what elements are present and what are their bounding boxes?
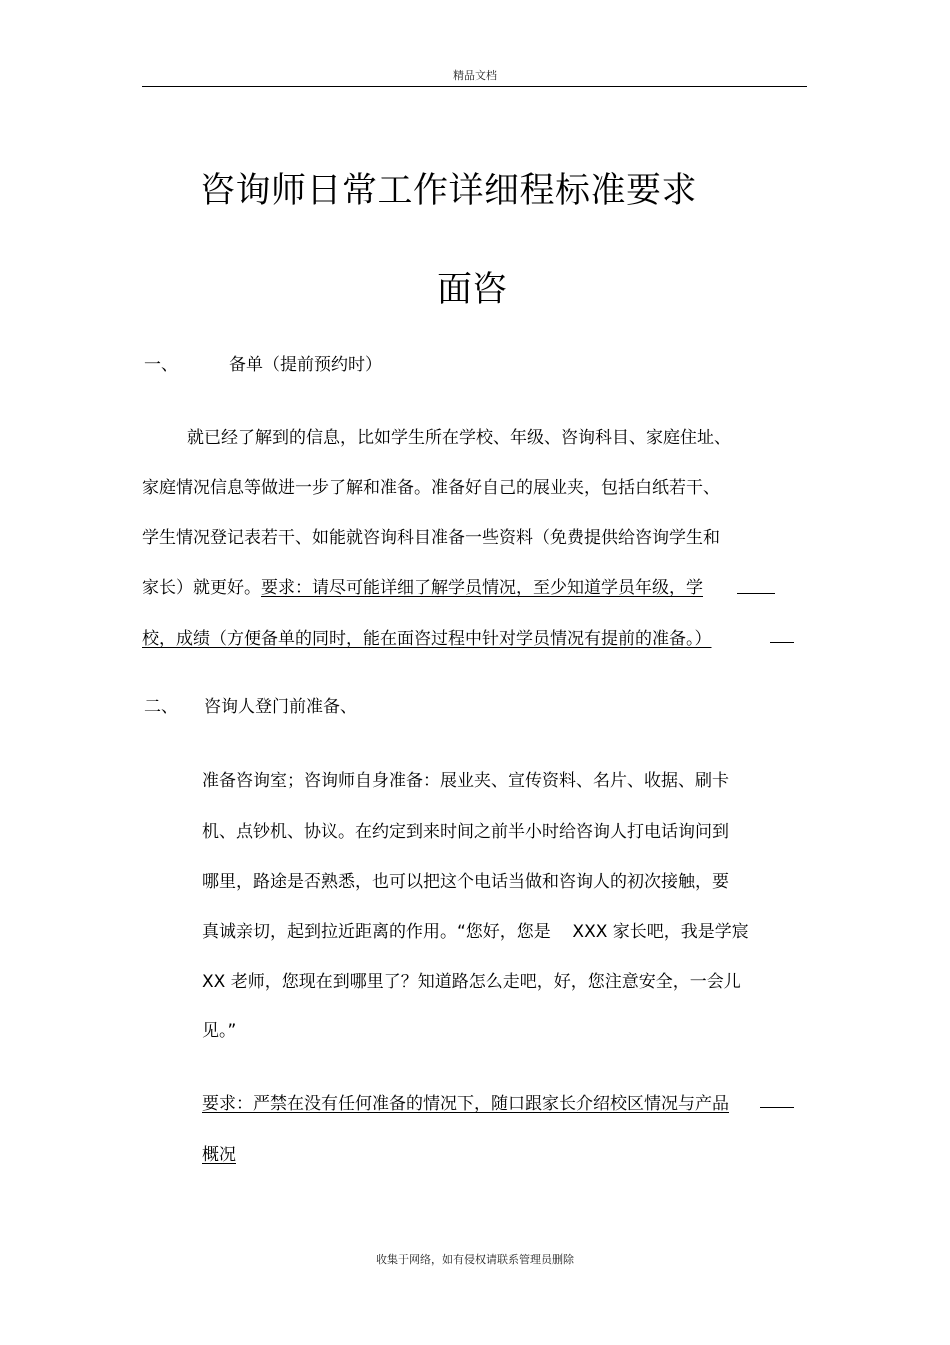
section1-line-1: 就已经了解到的信息，比如学生所在学校、年级、咨询科目、家庭住址、: [187, 428, 731, 448]
section2-heading: 咨询人登门前准备、: [204, 697, 357, 717]
section2-line-6: 见。”: [202, 1021, 237, 1041]
section2-line-3: 哪里，路途是否熟悉，也可以把这个电话当做和咨询人的初次接触，要: [202, 872, 729, 892]
section1-requirement-2: 校，成绩（方便备单的同时，能在面咨过程中针对学员情况有提前的准备。）: [142, 629, 712, 649]
section2-requirement-2: 概况: [202, 1145, 236, 1165]
underline-extension: [760, 1107, 794, 1108]
section1-heading: 备单（提前预约时）: [229, 355, 382, 375]
section1-line-4-text: 家长）就更好。: [142, 578, 261, 598]
section1-number: 一、: [144, 355, 178, 375]
section2-requirement-1: 要求：严禁在没有任何准备的情况下，随口跟家长介绍校区情况与产品: [202, 1094, 729, 1114]
page-footer: 收集于网络，如有侵权请联系管理员删除: [376, 1253, 574, 1266]
underline-extension: [770, 642, 794, 643]
document-subtitle: 面咨: [437, 270, 508, 310]
page-header: 精品文档: [453, 69, 497, 82]
section2-line-5: XX 老师，您现在到哪里了？知道路怎么走吧，好，您注意安全，一会儿: [202, 972, 741, 992]
section1-line-4: [142, 573, 703, 598]
section1-line-3: 学生情况登记表若干、如能就咨询科目准备一些资料（免费提供给咨询学生和: [142, 528, 720, 548]
section1-requirement-1: 要求：请尽可能详细了解学员情况，至少知道学员年级，学: [261, 578, 703, 598]
section2-line-4: 真诚亲切，起到拉近距离的作用。“您好，您是 XXX 家长吧，我是学宸: [202, 922, 749, 942]
section2-line-1: 准备咨询室；咨询师自身准备：展业夹、宣传资料、名片、收据、刷卡: [202, 771, 729, 791]
section2-line-2: 机、点钞机、协议。在约定到来时间之前半小时给咨询人打电话询问到: [202, 822, 729, 842]
underline-extension: [737, 593, 775, 594]
section2-number: 二、: [144, 697, 178, 717]
document-title: 咨询师日常工作详细程标准要求: [200, 171, 698, 211]
header-rule: [142, 86, 807, 87]
section1-line-2: 家庭情况信息等做进一步了解和准备。准备好自己的展业夹，包括白纸若干、: [142, 478, 720, 498]
